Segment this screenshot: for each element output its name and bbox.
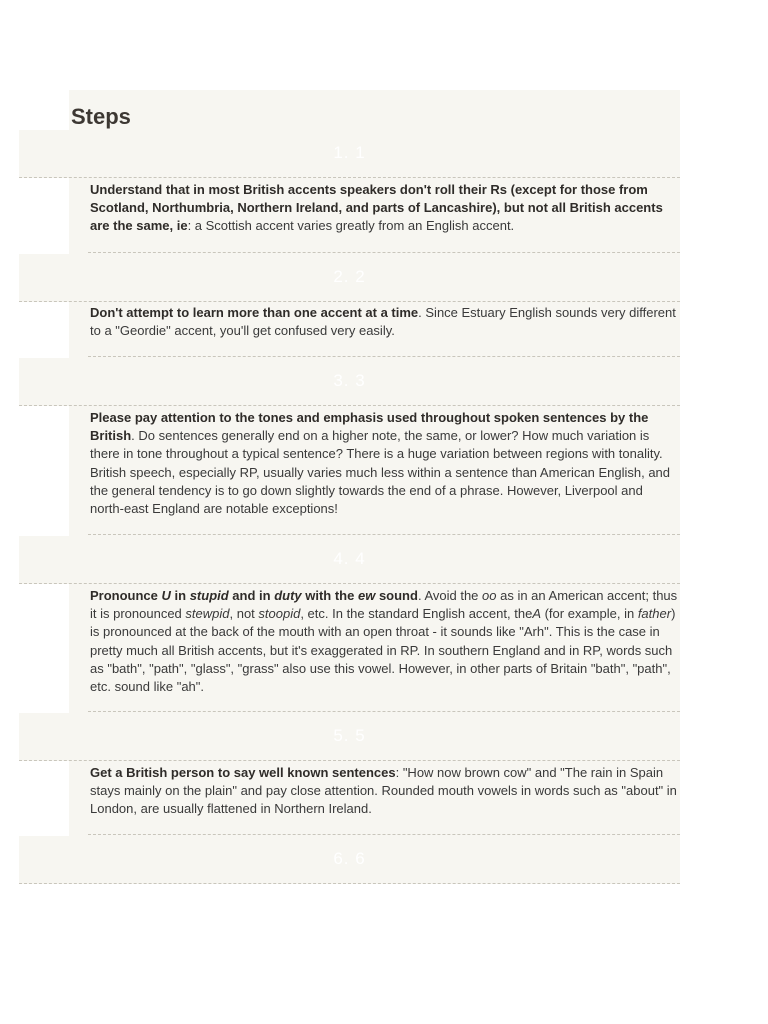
step-rich-part: U (161, 588, 171, 603)
step-text (90, 764, 680, 819)
step-divider (88, 711, 680, 712)
step-rich-part: sound (375, 588, 418, 603)
step-body-text: . Since Estuary English sounds very different to a "Geordie" accent, you'll get confused very easily. (90, 305, 676, 339)
step-rich-part: , not (229, 606, 259, 622)
step-rich-part: stoopid (258, 606, 301, 622)
step-number: 1. 1 (333, 143, 366, 162)
step-number-band (19, 358, 680, 406)
step-number-band (19, 836, 680, 884)
step-text (90, 181, 680, 236)
step-text (90, 304, 680, 340)
step-rich-part: ) is pronounced at the back of the mouth with an open throat - it sounds like "Arh". This is the case in pretty much all British accents, but it's exaggerated in RP. In southern England and in RP, words such as "bath", "path", "glass", "grass" also use this vowel. However, in other parts of Britain "bath", "path", etc. sound like "ah". (90, 606, 676, 695)
step-rich-part: duty (274, 588, 302, 603)
step-rich-part: A (532, 606, 541, 622)
step-text (90, 409, 680, 518)
step-text (90, 587, 680, 696)
step-number-band (19, 130, 680, 178)
step-rich-part: ew (357, 588, 376, 603)
step-rich-part: as in an American accent; thus it is pronounced (90, 588, 678, 622)
step-number: 3. 3 (333, 371, 366, 390)
step-divider (88, 356, 680, 357)
step-divider (88, 252, 680, 253)
step-rich-part: . Avoid the (417, 588, 483, 603)
section-heading: Steps (71, 104, 131, 129)
step-rich-part: (for example, in (540, 606, 638, 622)
step-bold-text: Please pay attention to the tones and emphasis used throughout spoken sentences by the British (90, 410, 649, 444)
step-number-band (19, 713, 680, 761)
step-rich-part: , etc. In the standard English accent, the (300, 606, 533, 622)
step-rich-part: oo (482, 588, 497, 603)
step-body-text: . Do sentences generally end on a higher note, the same, or lower? How much variation is there in tone throughout a typical sentence? There is a huge variation between regions with tonality. British speech, especially RP, usually varies much less within a sentence than American English, and the general tendency is to go down slightly towards the end of a phrase. However, Liverpool and north-east England are notable exceptions! (90, 428, 671, 517)
step-bold-text: Don't attempt to learn more than one accent at a time (90, 305, 419, 320)
step-rich-part: father (637, 606, 672, 622)
step-number: 2. 2 (333, 267, 366, 286)
step-number: 5. 5 (333, 726, 366, 745)
step-body-text: : "How now brown cow" and "The rain in Spain stays mainly on the plain" and pay close attention. Rounded mouth vowels in words such as "about" in London, are usually flattened in Northern Ireland. (90, 765, 677, 817)
step-rich-part: stewpid (185, 606, 230, 622)
step-number-band (19, 254, 680, 302)
step-number: 4. 4 (333, 549, 366, 568)
step-rich-part: Pronounce (90, 588, 162, 603)
step-rich-part: stupid (189, 588, 229, 603)
step-rich-part: with the (301, 588, 358, 603)
step-number-band (19, 536, 680, 584)
step-bold-text: Get a British person to say well known sentences (90, 765, 396, 780)
step-rich-part: and in (228, 588, 275, 603)
step-body-text: : a Scottish accent varies greatly from an English accent. (187, 218, 515, 234)
step-bold-text: Understand that in most British accents speakers don't roll their Rs (except for those from Scotland, Northumbria, Northern Ireland, and parts of Lancashire), but not all British accents are the same, ie (90, 182, 663, 234)
step-divider (88, 834, 680, 835)
step-number: 6. 6 (333, 849, 366, 868)
step-divider (88, 534, 680, 535)
step-rich-part: in (170, 588, 190, 603)
